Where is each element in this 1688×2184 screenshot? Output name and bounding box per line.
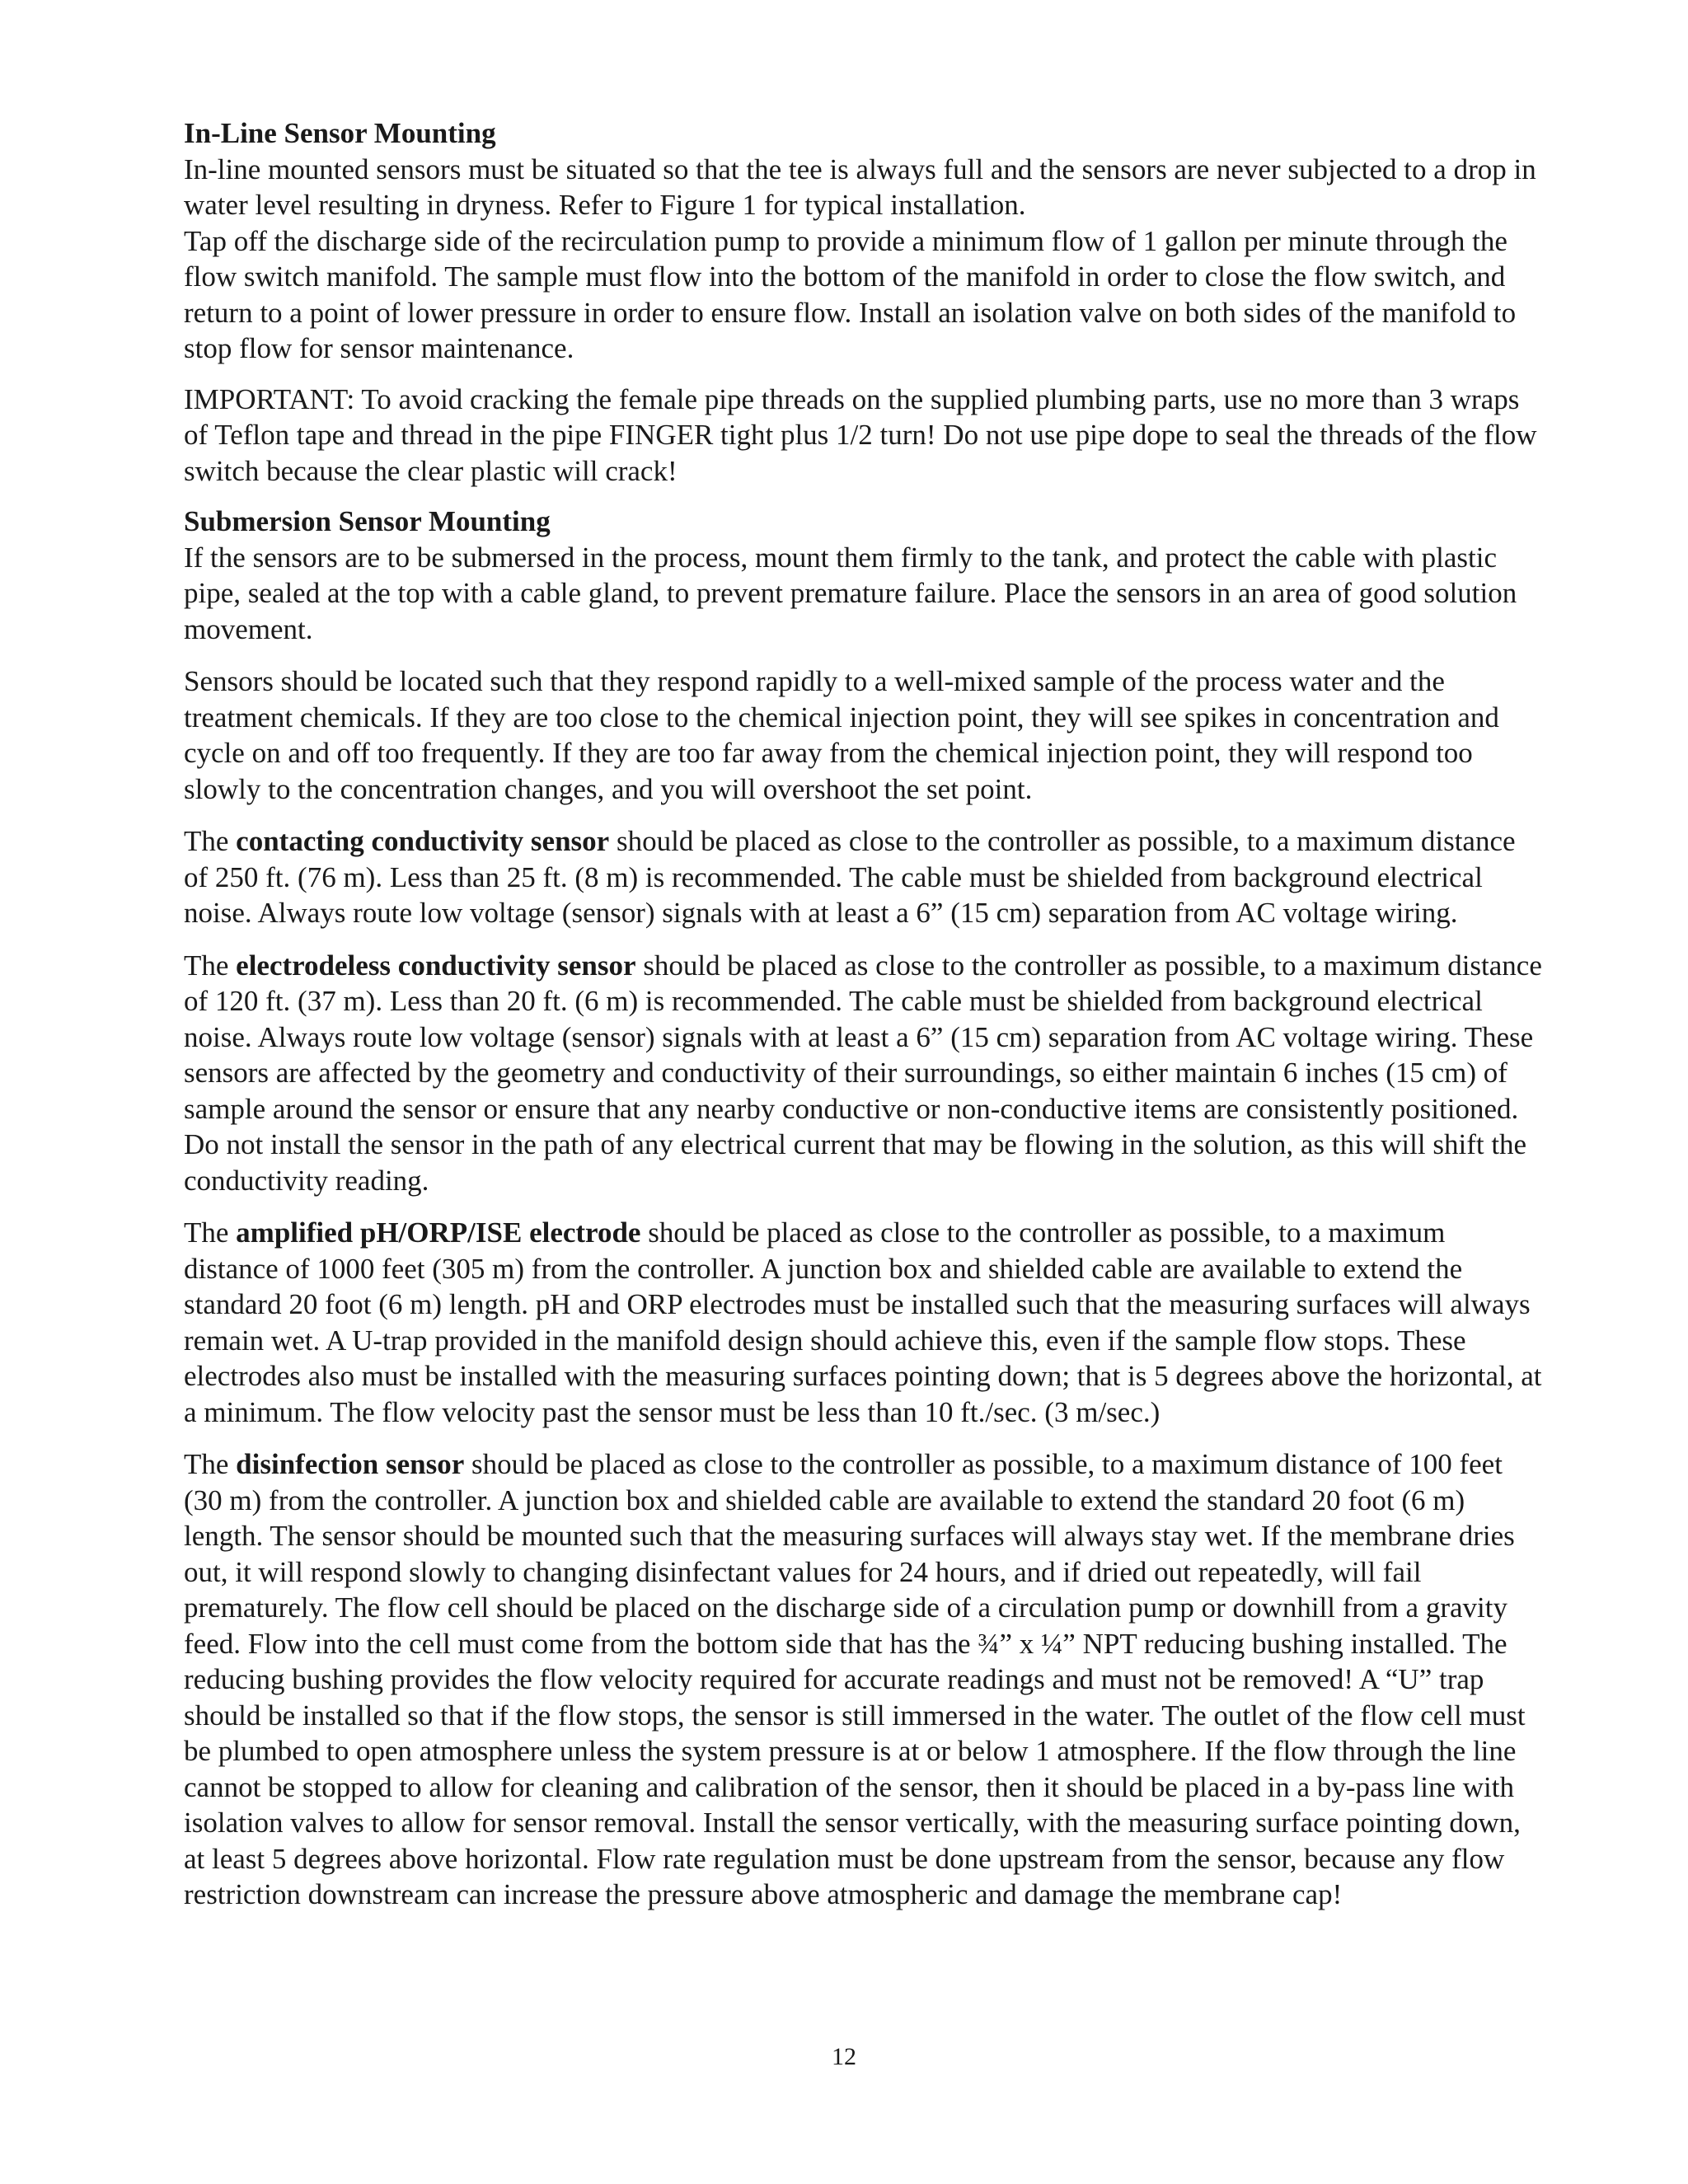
amplified-electrode-term: amplified pH/ORP/ISE electrode — [236, 1216, 641, 1249]
electrodeless-lead: The — [184, 949, 237, 982]
amplified-lead: The — [184, 1216, 237, 1249]
page-number: 12 — [832, 2043, 856, 2070]
contacting-lead: The — [184, 825, 237, 857]
electrodeless-conductivity-term: electrodeless conductivity sensor — [236, 949, 636, 982]
important-note: IMPORTANT: To avoid cracking the female pipe threads on the supplied plumbing parts, use no more than 3 wraps of Teflon tape and thread in the pipe FINGER tight plus 1/2 turn! Do not use pipe dope to seal the threads of the flow switch because the clear plastic will crack! — [184, 382, 1537, 487]
contacting-conductivity-paragraph — [184, 823, 1544, 931]
contacting-conductivity-term: contacting conductivity sensor — [236, 825, 610, 857]
electrodeless-body: should be placed as close to the controller as possible, to a maximum distance of 120 ft. (37 m). Less than 20 ft. (6 m) is recommended. The cable must be shielded from background electrical noise. Always route low voltage (sensor) signals with at least a 6” (15 cm) separation from AC voltage wiring. These sensors are affected by the geometry and conductivity of their surroundings, so either maintain 6 inches (15 cm) of sample around the sensor or ensure that any nearby conductive or non-conductive items are consistently positioned. Do not install the sensor in the path of any electrical current that may be flowing in the solution, as this will shift the conductivity reading. — [184, 949, 1542, 1197]
inline-mounting-paragraph-2: Tap off the discharge side of the recirculation pump to provide a minimum flow of 1 gallon per minute through the flow switch manifold. The sample must flow into the bottom of the manifold in order to close the flow switch, and return to a point of lower pressure in order to ensure flow. Install an isolation valve on both sides of the manifold to stop flow for sensor maintenance. — [184, 224, 1517, 364]
disinfection-sensor-paragraph — [184, 1446, 1544, 1913]
inline-mounting-paragraph-1: In-line mounted sensors must be situated so that the tee is always full and the sensors are never subjected to a drop in water level resulting in dryness. Refer to Figure 1 for typical installation. — [184, 152, 1536, 221]
submersion-mounting-heading: Submersion Sensor Mounting — [184, 505, 551, 537]
electrodeless-conductivity-paragraph — [184, 948, 1544, 1199]
amplified-body: should be placed as close to the controller as possible, to a maximum distance of 1000 feet (305 m) from the controller. A junction box and shielded cable are available to extend the standard 20 foot (6 m) length. pH and ORP electrodes must be installed such that the measuring surfaces will always remain wet. A U-trap provided in the manifold design should achieve this, even if the sample flow stops. These electrodes also must be installed with the measuring surfaces pointing down; that is 5 degrees above the horizontal, at a minimum. The flow velocity past the sensor must be less than 10 ft./sec. (3 m/sec.) — [184, 1216, 1542, 1428]
disinfection-sensor-term: disinfection sensor — [236, 1448, 465, 1480]
sensor-location-paragraph: Sensors should be located such that they respond rapidly to a well-mixed sample of the process water and the treatment chemicals. If they are too close to the chemical injection point, they will see spikes in concentration and cycle on and off too frequently. If they are too far away from the chemical injection point, they will respond too slowly to the concentration changes, and you will overshoot the set point. — [184, 665, 1499, 805]
contacting-body: should be placed as close to the controller as possible, to a maximum distance of 250 ft. (76 m). Less than 25 ft. (8 m) is recommended. The cable must be shielded from background electrical noise. Always route low voltage (sensor) signals with at least a 6” (15 cm) separation from AC voltage wiring. — [184, 825, 1516, 929]
inline-mounting-heading: In-Line Sensor Mounting — [184, 117, 496, 149]
disinfection-lead: The — [184, 1448, 237, 1480]
amplified-electrode-paragraph — [184, 1215, 1544, 1430]
document-page — [184, 115, 1544, 1913]
submersion-mounting-paragraph-1: If the sensors are to be submersed in the process, mount them firmly to the tank, and protect the cable with plastic pipe, sealed at the top with a cable gland, to prevent premature failure. Place the sensors in an area of good solution movement. — [184, 541, 1517, 645]
disinfection-body: should be placed as close to the controller as possible, to a maximum distance of 100 feet (30 m) from the controller. A junction box and shielded cable are available to extend the standard 20 foot (6 m) length. The sensor should be mounted such that the measuring surfaces will always stay wet. If the membrane dries out, it will respond slowly to changing disinfectant values for 24 hours, and if dried out repeatedly, will fail prematurely. The flow cell should be placed on the discharge side of a circulation pump or downhill from a gravity feed. Flow into the cell must come from the bottom side that has the ¾” x ¼” NPT reducing bushing installed. The reducing bushing provides the flow velocity required for accurate readings and must not be removed! A “U” trap should be installed so that if the flow stops, the sensor is still immersed in the water. The outlet of the flow cell must be plumbed to open atmosphere unless the system pressure is at or below 1 atmosphere. If the flow through the line cannot be stopped to allow for cleaning and calibration of the sensor, then it should be placed in a by-pass line with isolation valves to allow for sensor removal. Install the sensor vertically, with the measuring surface pointing down, at least 5 degrees above horizontal. Flow rate regulation must be done upstream from the sensor, because any flow restriction downstream can increase the pressure above atmospheric and damage the membrane cap! — [184, 1448, 1526, 1910]
